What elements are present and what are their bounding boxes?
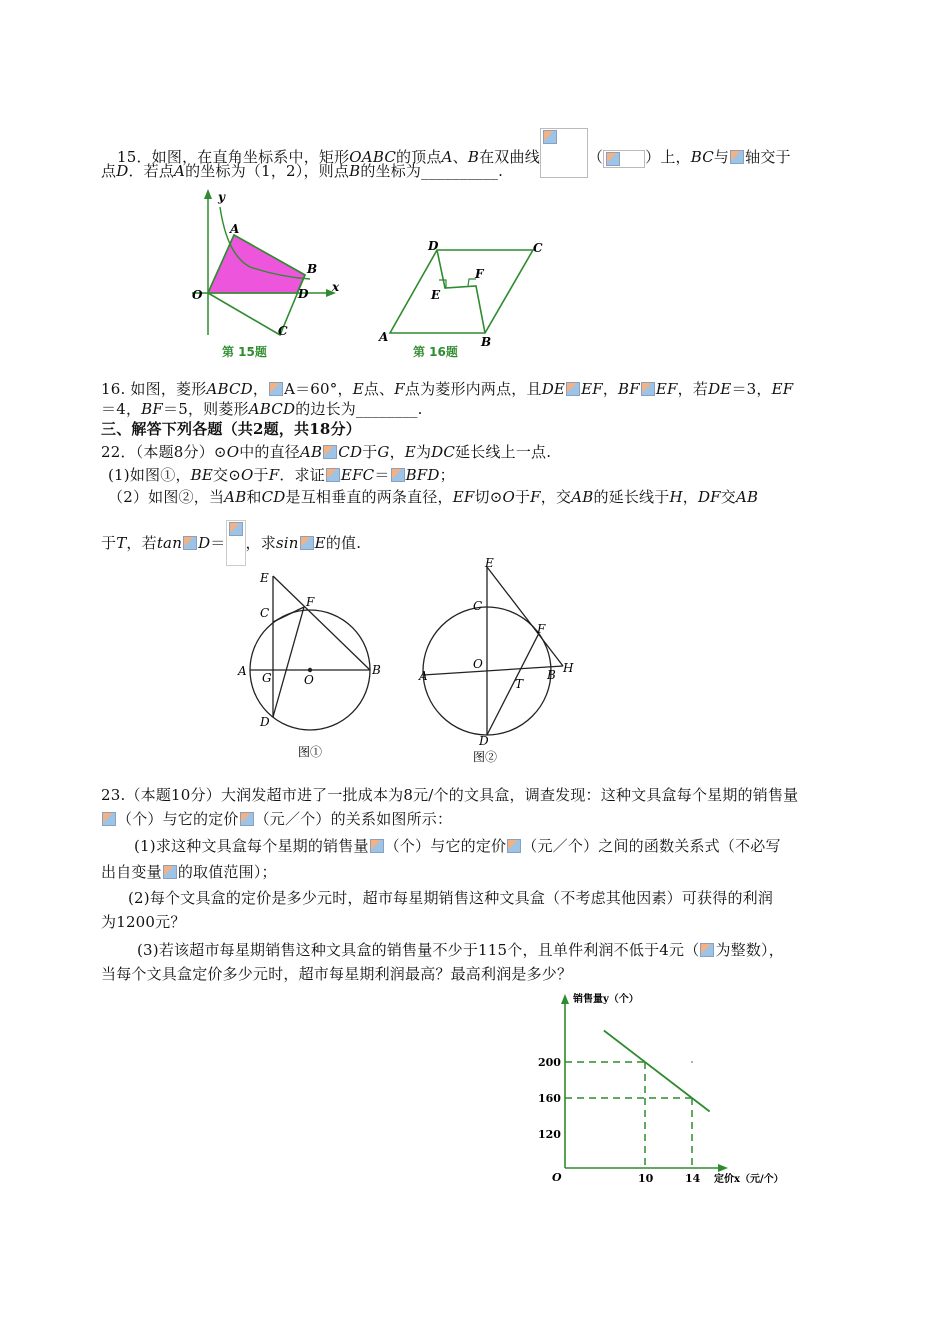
q22-line-2 [108,465,455,485]
figure-1 [232,562,392,762]
q23-line-4 [101,862,277,882]
text: BF [141,400,163,418]
q22-line-4 [101,520,361,566]
q23-line-1 [101,785,798,805]
text: 出自变量 [101,863,162,881]
figure-15-caption: 第 15题 [222,345,267,359]
text: ＝3， [731,380,772,398]
label-H: H [563,661,574,675]
figure-16 [375,238,550,348]
text: (2)每个文具盒的定价是多少元时，超市每星期销售这种文具盒（不考虑其他因素）可获得的利润 [128,889,774,907]
broken-image-icon [269,382,283,396]
x-tick-label: 14 [685,1172,701,1185]
broken-image-icon [730,150,744,164]
text: DE [708,380,732,398]
text: 点 [101,162,117,180]
text: 的延长线于 [593,488,670,506]
text: 于 [101,534,117,552]
q23-line-5 [128,888,773,908]
broken-image-icon [566,382,580,396]
label-O: O [192,288,203,302]
text: E [352,380,364,398]
text: 和 [246,488,262,506]
broken-image-icon [323,445,337,459]
text: AB [224,488,247,506]
text: 的边长为________. [295,400,423,418]
line-CF [273,607,304,622]
y-arrow-icon [204,189,212,199]
text: 轴交于 [745,148,791,166]
text: 为 [415,443,432,461]
label-y: y [218,190,225,204]
text: EF [655,380,678,398]
text: 于 [514,488,531,506]
label-B: B [481,335,492,348]
text: BFD [405,466,440,484]
q16-line-1 [101,379,793,399]
text: 的坐标为（1，2），则点 [185,162,350,180]
broken-image-icon [700,943,714,957]
text: ．求证 [279,466,325,484]
broken-image-icon [507,839,521,853]
x-axis-label: 定价x（元/个） [714,1174,784,1185]
label-D: D [298,287,309,301]
text: F [268,466,280,484]
label-D: D [260,715,270,729]
y-arrow-icon [561,994,569,1004]
text: (1)求这种文具盒每个星期的销售量 [134,837,369,855]
text: ， [389,443,405,461]
label-A: A [238,664,247,678]
figure-2 [415,555,590,765]
text: （2）如图②，当 [108,488,225,506]
formula-image-placeholder [540,128,588,178]
label-A: A [230,222,240,236]
text: 为1200元？ [101,913,186,931]
text: EFC [340,466,375,484]
chart-series [604,1031,710,1112]
text: CD [338,443,363,461]
text: (3)若该超市每星期销售这种文具盒的销售量不少于115个，且单件利润不低于4元（ [137,941,700,959]
q22-line-1 [101,442,551,462]
text: B [467,148,480,166]
text: ABCD [248,400,296,418]
label-C: C [260,606,270,620]
text: EF [771,380,794,398]
center-dot [308,668,312,672]
text: 、 [452,148,468,166]
text: ，若 [126,534,157,552]
text: B [349,162,361,180]
text: BF [618,380,640,398]
text: D [198,534,211,552]
text: EF [581,380,603,398]
text: ＝ [210,534,226,552]
broken-image-icon [543,130,557,144]
text: 的顶点 [396,148,442,166]
broken-image-icon [606,152,620,166]
text: G [377,443,390,461]
text: ； [439,466,455,484]
label-E: E [260,571,269,585]
y-axis-label: 销售量y（个） [573,994,639,1005]
text: ，求 [245,534,276,552]
y-tick-label: 200 [538,1056,561,1069]
line-DF [487,633,539,735]
text: ， [602,380,619,398]
q15-line-2 [101,161,503,181]
text: ＝4， [101,400,142,418]
text: AB [571,488,594,506]
chart-ticks [538,1056,701,1185]
q23-line-2 [101,809,452,829]
figure-16-caption: 第 16题 [413,345,458,359]
text: 15．如图，在直角坐标系中，矩形 [117,148,350,166]
text: ＝ [374,466,390,484]
figure-15 [180,185,350,365]
label-T: T [515,677,524,691]
rhombus-ABCD [390,250,533,333]
text: 交⊙ [213,466,241,484]
text: 上， [660,148,691,166]
text: ＝5，则菱形 [163,400,249,418]
text: BE [190,466,214,484]
q23-line-7 [137,940,784,960]
line-AB-H [423,666,563,675]
stray-dot [691,1061,693,1063]
q22-line-3 [108,487,758,507]
label-B: B [372,663,381,677]
text: O [502,488,515,506]
figure-2-caption: 图② [473,750,498,764]
x-tick-label: 10 [638,1172,654,1185]
shaded-region [208,235,305,293]
broken-image-icon [163,865,177,879]
label-E: E [431,288,441,302]
sales-chart [530,990,800,1190]
text: AB [736,488,759,506]
text: O [241,466,254,484]
text: (1)如图①， [108,466,191,484]
label-F: F [537,622,546,636]
text: H [669,488,683,506]
text: ．若点 [128,162,175,180]
broken-image-icon [391,468,405,482]
sales-line [604,1031,710,1112]
broken-image-icon [370,839,384,853]
broken-image-icon [300,536,314,550]
text: tan [156,534,183,552]
broken-image-icon [326,468,340,482]
x-arrow-icon [718,1164,728,1172]
text: OABC [349,148,397,166]
label-A: A [379,330,389,344]
broken-image-icon [102,812,116,826]
text: 交 [720,488,736,506]
formula-image-placeholder [226,520,246,566]
line-EH [487,567,563,666]
broken-image-icon [183,536,197,550]
line-EB [273,576,370,670]
text: 点为菱形内两点，且 [404,380,542,398]
line-DF [273,607,304,717]
origin-label: O [552,1171,562,1184]
broken-image-icon [229,522,243,536]
text: A [441,148,453,166]
text: ABCD [206,380,253,398]
text: AB [300,443,323,461]
broken-image-icon [240,812,254,826]
text: 于 [253,466,269,484]
label-O: O [473,657,483,671]
figure-1-caption: 图① [298,745,323,759]
text: 中的直径 [239,443,301,461]
label-D: D [479,734,489,748]
text: 点、 [363,380,395,398]
q23-line-6 [101,912,186,932]
label-C: C [278,324,288,338]
q23-line-8 [101,964,572,984]
text: 与 [713,148,730,166]
text: 的值. [325,534,362,552]
text: sin [275,534,299,552]
chart-guides [565,1062,692,1168]
broken-image-icon [641,382,655,396]
label-D: D [428,239,439,253]
label-F: F [475,267,484,281]
text: （个）与它的定价 [117,810,239,828]
text: EF [452,488,475,506]
q16-line-2 [101,399,423,419]
text: 切⊙ [474,488,503,506]
text: A＝60°， [284,380,353,398]
text: A [174,162,186,180]
q23-line-3 [134,836,781,856]
label-E: E [485,556,494,570]
text: （元／个）之间的函数关系式（不必写 [522,837,781,855]
text: O [226,443,240,461]
text: 是互相垂直的两条直径， [285,488,453,506]
text: 于 [362,443,378,461]
text: （元／个）的关系如图所示： [254,810,453,828]
label-C: C [533,241,543,255]
label-x: x [332,280,340,294]
text: 当每个文具盒定价多少元时，超市每星期利润最高？最高利润是多少？ [101,965,573,983]
text: CD [261,488,286,506]
text: ， [682,488,698,506]
label-B: B [547,668,556,682]
segments-DE-EF-FB [437,250,485,333]
text: ， [252,380,269,398]
y-tick-label: 120 [538,1128,561,1141]
text: E [404,443,416,461]
label-A: A [419,669,428,683]
text: F [394,380,405,398]
label-B: B [307,262,318,276]
text: （个）与它的定价 [384,837,507,855]
text: 16. 如图，菱形 [101,380,207,398]
text: ，若 [677,380,709,398]
label-O: O [304,673,314,687]
text: 的坐标为__________. [360,162,504,180]
text: BC [690,148,714,166]
q15-line-1: 15．如图，在直角坐标系中，矩形OABC的顶点A、B在双曲线 （ ）上，BC与 轴交于 [117,128,791,178]
text: F [530,488,541,506]
text: T [116,534,127,552]
text: 22．（本题8分）⊙ [101,443,227,461]
text: 延长线上一点. [455,443,552,461]
text: D [116,162,129,180]
formula-image-placeholder [603,150,645,168]
y-tick-label: 160 [538,1092,561,1105]
label-G: G [262,671,272,685]
text: ，交 [540,488,572,506]
text: 的取值范围）； [177,863,277,881]
section-heading: 三、解答下列各题（共2题，共18分） [101,420,361,438]
text: 为整数）， [715,941,784,959]
text: DE [541,380,566,398]
label-C: C [473,599,483,613]
label-F: F [306,595,315,609]
text: 23.（本题10分）大润发超市进了一批成本为8元/个的文具盒，调查发现：这种文具盒每个星期的销售量 [101,786,799,804]
text: E [314,534,326,552]
text: 在双曲线 [479,148,540,166]
text: DF [697,488,721,506]
text: DC [431,443,456,461]
